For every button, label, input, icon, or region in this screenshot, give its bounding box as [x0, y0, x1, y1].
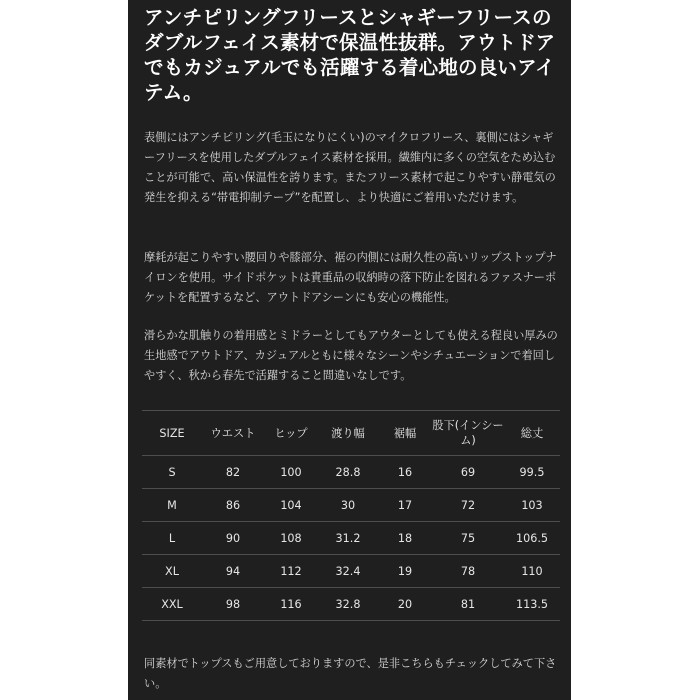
- table-row: [142, 522, 560, 555]
- table-cell: 100: [264, 456, 318, 489]
- table-cell: 16: [378, 456, 432, 489]
- product-description-panel: [128, 0, 571, 700]
- header-cell: ヒップ: [264, 411, 318, 456]
- table-cell: 86: [202, 489, 264, 522]
- table-cell: 32.4: [318, 555, 378, 588]
- table-cell: 104: [264, 489, 318, 522]
- header-cell: ウエスト: [202, 411, 264, 456]
- table-cell: 112: [264, 555, 318, 588]
- size-label-cell: M: [142, 489, 202, 522]
- table-cell: 75: [432, 522, 504, 555]
- table-cell: 113.5: [504, 588, 560, 621]
- header-cell: SIZE: [142, 411, 202, 456]
- header-cell: 裾幅: [378, 411, 432, 456]
- table-cell: 106.5: [504, 522, 560, 555]
- size-label-cell: XXL: [142, 588, 202, 621]
- description-paragraph-fabric: 表側にはアンチピリング(毛玉になりにくい)のマイクロフリース、裏側にはシャギーフリースを使用したダブルフェイス素材を採用。繊維内に多くの空気をため込むことが可能で、高い保温性を誇ります。またフリース素材で起こりやすい静電気の発生を抑える“帯電抑制テープ”を配置し、より快適にご着用いただけます。: [144, 131, 556, 204]
- size-label-cell: S: [142, 456, 202, 489]
- table-cell: 103: [504, 489, 560, 522]
- header-cell: 総丈: [504, 411, 560, 456]
- table-cell: 32.8: [318, 588, 378, 621]
- table-cell: 72: [432, 489, 504, 522]
- table-cell: 31.2: [318, 522, 378, 555]
- size-label-cell: L: [142, 522, 202, 555]
- table-row: [142, 489, 560, 522]
- header-cell: 渡り幅: [318, 411, 378, 456]
- table-cell: 69: [432, 456, 504, 489]
- table-cell: 30: [318, 489, 378, 522]
- table-cell: 17: [378, 489, 432, 522]
- size-chart-header-row: [142, 411, 560, 456]
- header-cell: 股下(インシーム): [432, 411, 504, 456]
- headline: アンチピリングフリースとシャギーフリースのダブルフェイス素材で保温性抜群。アウトドアでもカジュアルでも活躍する着心地の良いアイテム。: [144, 6, 556, 104]
- table-row: [142, 555, 560, 588]
- description-paragraph-comfort: 滑らかな肌触りの着用感とミドラーとしてもアウターとしても使える程良い厚みの生地感でアウトドア、カジュアルともに様々なシーンやシチュエーションで着回しやすく、秋から春先で活躍すること間違いなしです。: [144, 329, 558, 382]
- table-cell: 19: [378, 555, 432, 588]
- size-chart-table: [142, 410, 560, 621]
- size-label-cell: XL: [142, 555, 202, 588]
- table-cell: 28.8: [318, 456, 378, 489]
- table-row: [142, 456, 560, 489]
- table-cell: 108: [264, 522, 318, 555]
- table-cell: 78: [432, 555, 504, 588]
- table-cell: 116: [264, 588, 318, 621]
- table-cell: 90: [202, 522, 264, 555]
- description-paragraph-durability: 摩耗が起こりやすい腰回りや膝部分、裾の内側には耐久性の高いリップストップナイロンを使用。サイドポケットは貴重品の収納時の落下防止を図れるファスナーポケットを配置するなど、アウトドアシーンにも安心の機能性。: [144, 251, 557, 304]
- table-row: [142, 588, 560, 621]
- footer-note: 同素材でトップスもご用意しておりますので、是非こちらもチェックしてみて下さい。: [144, 657, 557, 690]
- table-cell: 20: [378, 588, 432, 621]
- table-cell: 94: [202, 555, 264, 588]
- table-cell: 110: [504, 555, 560, 588]
- table-cell: 81: [432, 588, 504, 621]
- table-cell: 99.5: [504, 456, 560, 489]
- table-cell: 82: [202, 456, 264, 489]
- table-cell: 18: [378, 522, 432, 555]
- table-cell: 98: [202, 588, 264, 621]
